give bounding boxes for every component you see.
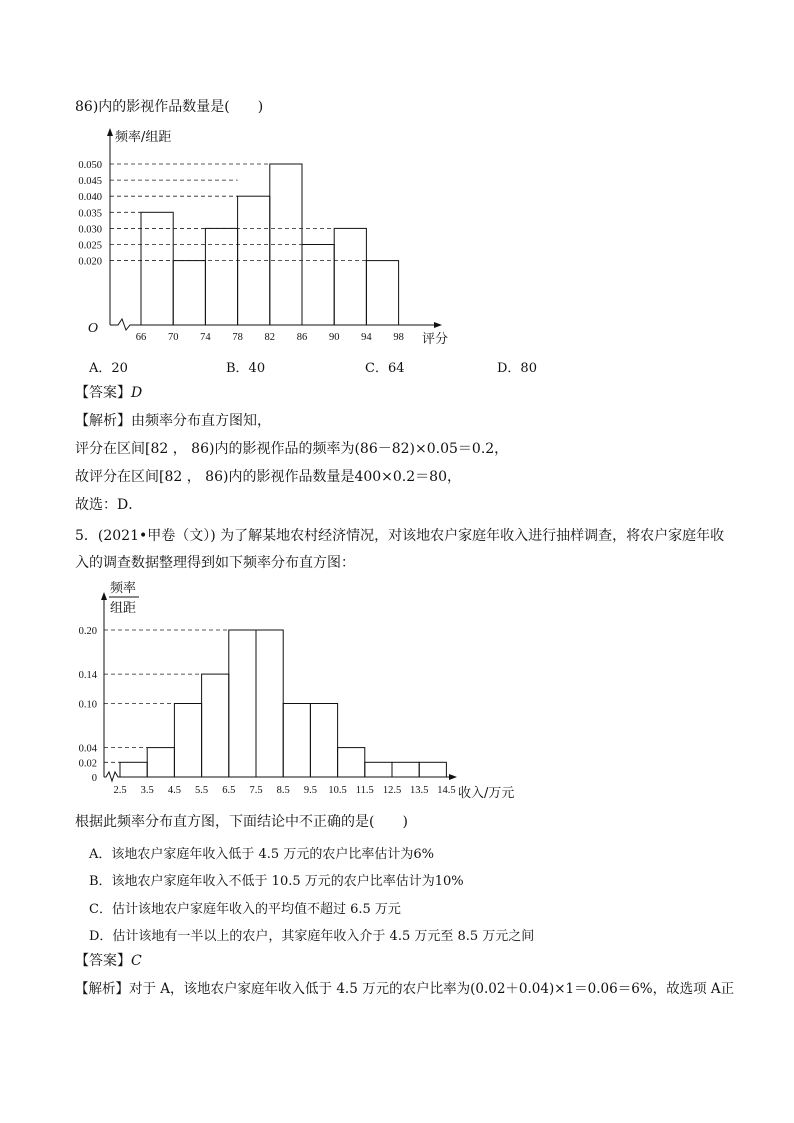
answer-value: D [131, 385, 143, 401]
x-tick-label: 70 [167, 332, 179, 343]
y-tick-label: 0.14 [78, 670, 97, 682]
answer-label: 【答案】 [75, 953, 131, 969]
x-tick-label: 7.5 [249, 785, 263, 796]
q5-analysis: 【解析】对于 A，该地农户家庭年收入低于 4.5 万元的农户比率为(0.02＋0.04)×1＝0.06＝6%，故选项 A正 [75, 981, 735, 997]
x-tick-label: 66 [135, 332, 147, 343]
q5-stem-2: 入的调查数据整理得到如下频率分布直方图： [75, 555, 355, 571]
x-tick-label: 82 [264, 332, 276, 343]
x-tick-label: 94 [361, 332, 372, 343]
x-tick-label: 2.5 [113, 785, 127, 796]
y-tick-label: 0.030 [78, 224, 102, 236]
x-axis-arrow [449, 774, 457, 780]
y-tick-label: 0.10 [78, 699, 97, 711]
histogram-bar [310, 704, 337, 778]
x-axis-label: 收入/万元 [458, 786, 515, 801]
histogram-bar [392, 762, 419, 777]
y-tick-label: 0.20 [78, 626, 97, 637]
q5-answer [75, 951, 142, 971]
x-tick-label: 6.5 [222, 785, 236, 796]
x-tick-label: 98 [393, 332, 404, 343]
y-tick-label: 0.035 [78, 208, 102, 220]
q5-stem-1: 5．(2021•甲卷（文）) 为了解某地农村经济情况，对该地农户家庭年收入进行抽样调查，将农户家庭年收 [75, 528, 725, 544]
analysis-label: 【解析】 [75, 413, 131, 429]
histogram-bar [120, 762, 147, 777]
answer-value: C [131, 953, 142, 969]
x-tick-label: 10.5 [328, 785, 347, 796]
y-tick-label: 0 [91, 773, 97, 784]
x-tick-label: 14.5 [437, 785, 456, 796]
x-tick-label: 9.5 [303, 785, 317, 796]
x-tick-label: 13.5 [410, 785, 429, 796]
y-tick-label: 0.025 [78, 240, 102, 252]
x-tick-label: 74 [200, 332, 211, 343]
q4-analysis-4: 故选：D． [75, 497, 143, 513]
q4-stem-tail: 86)内的影视作品数量是( ) [75, 99, 264, 115]
y-tick-label: 0.02 [78, 758, 97, 770]
histogram-bar [202, 674, 229, 777]
histogram-bar [147, 748, 174, 777]
analysis-label: 【解析】 [75, 981, 129, 997]
y-tick-label: 0.020 [78, 256, 102, 268]
y-axis-arrow [101, 592, 107, 600]
q5-option-a: A．该地农户家庭年收入低于 4.5 万元的农户比率估计为6% [89, 847, 434, 862]
q5-question: 根据此频率分布直方图，下面结论中不正确的是( ) [75, 814, 408, 830]
q4-option-d: D．80 [497, 361, 537, 376]
q5-option-b: B．该地农户家庭年收入不低于 10.5 万元的农户比率估计为10% [89, 874, 464, 889]
q5-option-d: D．估计该地有一半以上的农户，其家庭年收入介于 4.5 万元至 8.5 万元之间 [89, 929, 535, 944]
histogram-bar [338, 748, 365, 777]
x-axis [104, 772, 450, 781]
x-tick-label: 90 [328, 332, 340, 343]
q4-analysis-2: 评分在区间[82 ， 86)内的影视作品的频率为(86－82)×0.05＝0.2， [75, 441, 509, 457]
y-tick-label: 0.045 [78, 176, 102, 188]
answer-label: 【答案】 [75, 385, 131, 401]
x-tick-label: 3.5 [140, 785, 154, 796]
q5-option-c: C．估计该地农户家庭年收入的平均值不超过 6.5 万元 [89, 902, 401, 917]
histogram-bar [419, 762, 446, 777]
y-tick-label: 0.04 [78, 743, 97, 755]
q4-analysis-1: 【解析】由频率分布直方图知， [75, 413, 271, 429]
y-axis-label-top: 频率 [110, 581, 137, 596]
histogram-bar [256, 630, 283, 777]
x-tick-label: 4.5 [167, 785, 181, 796]
x-tick-label: 78 [232, 332, 243, 343]
histogram-bar [283, 704, 310, 778]
y-tick-label: 0.050 [78, 160, 102, 171]
histogram-bar [174, 704, 201, 778]
q4-analysis-3: 故评分在区间[82 ， 86)内的影视作品数量是400×0.2＝80， [75, 469, 461, 485]
x-tick-label: 86 [296, 332, 308, 343]
histogram-bar [229, 630, 256, 777]
x-tick-label: 8.5 [276, 785, 290, 796]
histogram-bar [365, 762, 392, 777]
x-axis-label: 评分 [422, 332, 449, 347]
x-tick-label: 11.5 [355, 785, 374, 796]
y-axis-label-bottom: 组距 [110, 601, 137, 616]
x-tick-label: 12.5 [382, 785, 402, 796]
q4-option-b: B．40 [226, 361, 266, 376]
x-tick-label: 5.5 [195, 785, 209, 796]
origin-label: O [87, 321, 98, 336]
q4-option-a: A．20 [89, 361, 128, 376]
y-axis-label: 频率/组距 [115, 130, 172, 145]
q4-option-c: C．64 [365, 361, 405, 376]
y-tick-label: 0.040 [78, 192, 102, 204]
